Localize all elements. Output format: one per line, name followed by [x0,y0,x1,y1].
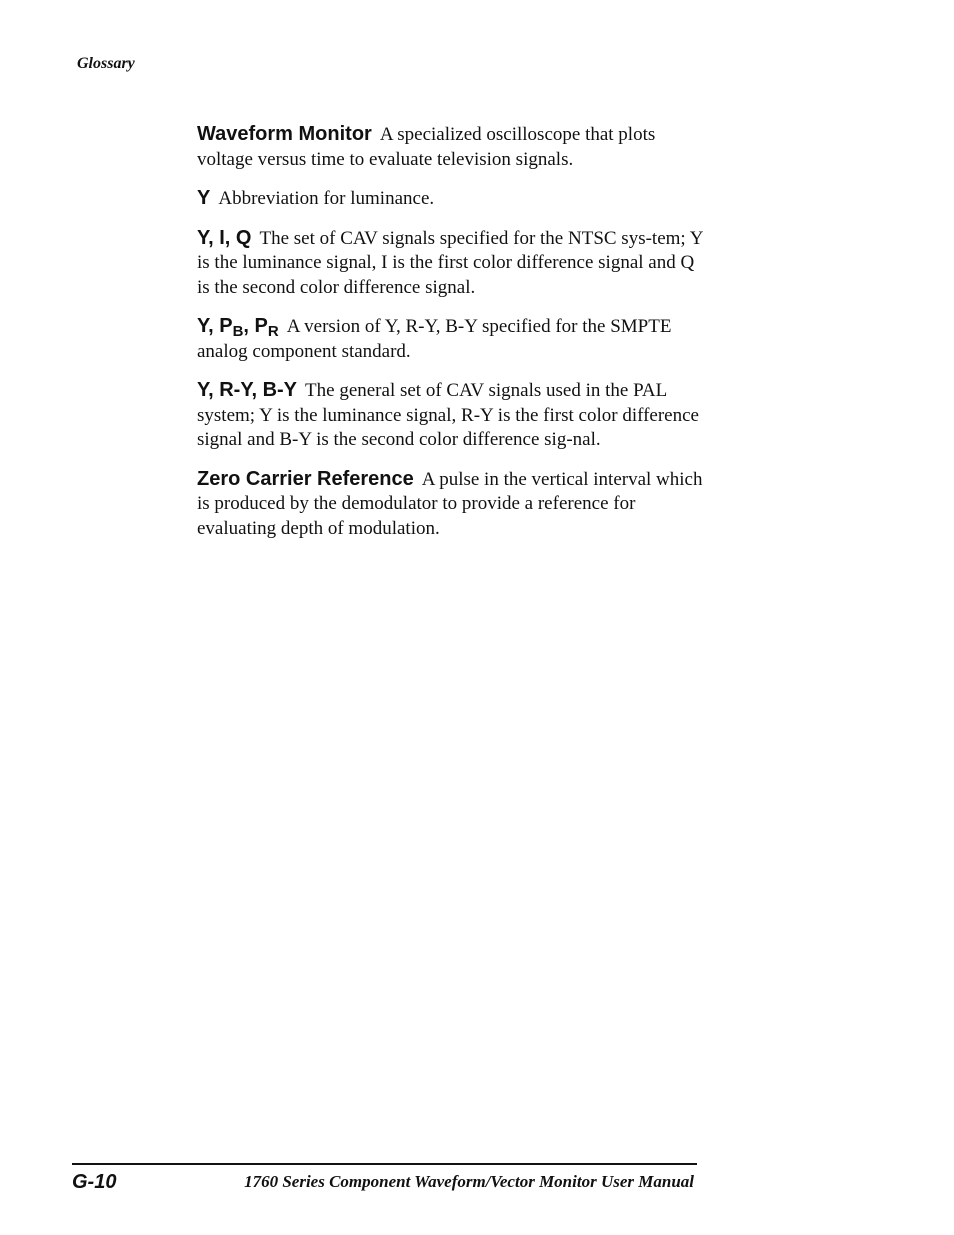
glossary-term: Zero Carrier Reference [197,467,414,490]
glossary-definition: The set of CAV signals specified for the NTSC sys-tem; Y is the luminance signal, I is the first color difference signal and Q is the second color difference signal. [197,227,703,298]
glossary-term: Y [197,187,211,209]
glossary-definition: The general set of CAV signals used in the PAL system; Y is the luminance signal, R-Y is the first color difference signal and B-Y is the second color difference sig-nal. [197,380,699,450]
glossary-term: Waveform Monitor [197,123,372,145]
manual-title: 1760 Series Component Waveform/Vector Monitor User Manual [244,1172,694,1191]
running-head: Glossary [77,55,135,72]
glossary-definition: Abbreviation for luminance. [218,188,435,209]
page-number: G-10 [72,1171,117,1193]
glossary-term [197,315,279,340]
glossary-entry-y-pb-pr [197,314,709,364]
glossary-term: Y, I, Q [197,226,252,249]
glossary-entry-y-ry-by [197,378,709,453]
glossary-entry-y [197,186,709,212]
glossary-entry-zero-carrier-reference [197,467,709,542]
glossary-definition: A pulse in the vertical interval which is produced by the demodulator to provide a reference for evaluating depth of modulation. [197,468,703,539]
glossary-term: Y, R-Y, B-Y [197,379,298,401]
glossary-entries [197,122,709,555]
glossary-definition: A specialized oscilloscope that plots voltage versus time to evaluate television signals. [197,124,656,170]
footer-rule [72,1163,697,1165]
term-subscript-b: B [232,323,244,340]
term-middle: , P [243,315,268,337]
glossary-entry-y-i-q [197,226,709,301]
term-subscript-r: R [267,323,279,340]
glossary-definition: A version of Y, R-Y, B-Y specified for the SMPTE analog component standard. [197,316,672,362]
term-prefix: Y, P [197,315,233,337]
glossary-entry-waveform-monitor [197,122,709,172]
